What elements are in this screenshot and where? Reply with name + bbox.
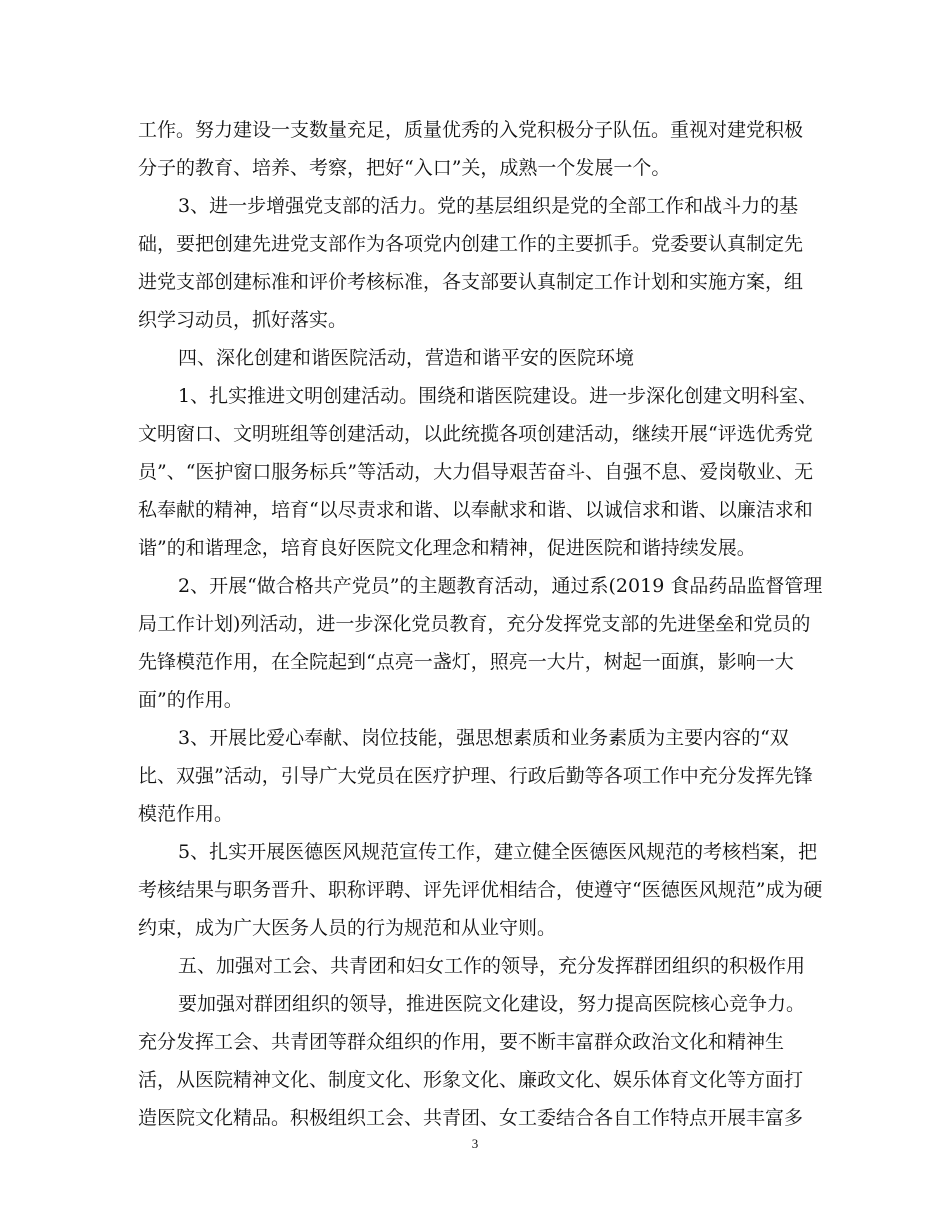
text-line: 工作。努力建设一支数量充足，质量优秀的入党积极分子队伍。重视对建党积极 xyxy=(138,119,804,141)
text-line: 1、扎实推进文明创建活动。围绕和谐医院建设。进一步深化创建文明科室、 xyxy=(178,385,818,407)
text-line: 模范作用。 xyxy=(138,803,234,825)
text-line: 础，要把创建先进党支部作为各项党内创建工作的主要抓手。党委要认真制定先 xyxy=(138,233,804,255)
text-line: 3、进一步增强党支部的活力。党的基层组织是党的全部工作和战斗力的基 xyxy=(178,195,799,217)
text-line: 5、扎实开展医德医风规范宣传工作，建立健全医德医风规范的考核档案，把 xyxy=(178,841,818,863)
text-line: 分子的教育、培养、考察，把好“入口”关，成熟一个发展一个。 xyxy=(138,157,671,179)
text-line: 私奉献的精神，培育“以尽责求和谐、以奉献求和谐、以诚信求和谐、以廉洁求和 xyxy=(138,499,813,521)
text-line: 面”的作用。 xyxy=(138,689,243,711)
text-line: 考核结果与职务晋升、职称评聘、评先评优相结合，使遵守“医德医风规范”成为硬 xyxy=(138,879,823,901)
text-line: 2、开展“做合格共产党员”的主题教育活动，通过系(2019 食品药品监督管理 xyxy=(178,575,823,597)
text-line: 充分发挥工会、共青团等群众组织的作用，要不断丰富群众政治文化和精神生 xyxy=(138,1031,785,1053)
text-line: 活，从医院精神文化、制度文化、形象文化、廉政文化、娱乐体育文化等方面打 xyxy=(138,1069,804,1091)
section-heading: 四、深化创建和谐医院活动，营造和谐平安的医院环境 xyxy=(178,347,635,369)
page-number: 3 xyxy=(471,1136,479,1151)
text-line: 进党支部创建标准和评价考核标准，各支部要认真制定工作计划和实施方案，组 xyxy=(138,271,804,293)
text-line: 3、开展比爱心奉献、岗位技能，强思想素质和业务素质为主要内容的“双 xyxy=(178,727,789,749)
text-line: 织学习动员，抓好落实。 xyxy=(138,309,348,331)
text-line: 文明窗口、文明班组等创建活动，以此统揽各项创建活动，继续开展“评选优秀党 xyxy=(138,423,813,445)
text-line: 局工作计划)列活动，进一步深化党员教育，充分发挥党支部的先进堡垒和党员的 xyxy=(138,613,811,635)
section-heading: 五、加强对工会、共青团和妇女工作的领导，充分发挥群团组织的积极作用 xyxy=(178,955,806,977)
text-line: 约束，成为广大医务人员的行为规范和从业守则。 xyxy=(138,917,557,939)
text-line: 比、双强”活动，引导广大党员在医疗护理、行政后勤等各项工作中充分发挥先锋 xyxy=(138,765,813,787)
text-line: 员”、“医护窗口服务标兵”等活动，大力倡导艰苦奋斗、自强不息、爱岗敬业、无 xyxy=(138,461,814,483)
text-line: 造医院文化精品。积极组织工会、共青团、女工委结合各自工作特点开展丰富多 xyxy=(138,1107,804,1129)
text-line: 要加强对群团组织的领导，推进医院文化建设，努力提高医院核心竞争力。 xyxy=(178,993,806,1015)
text-line: 先锋模范作用，在全院起到“点亮一盏灯，照亮一大片，树起一面旗，影响一大 xyxy=(138,651,794,673)
text-line: 谐”的和谐理念，培育良好医院文化理念和精神，促进医院和谐持续发展。 xyxy=(138,537,756,559)
